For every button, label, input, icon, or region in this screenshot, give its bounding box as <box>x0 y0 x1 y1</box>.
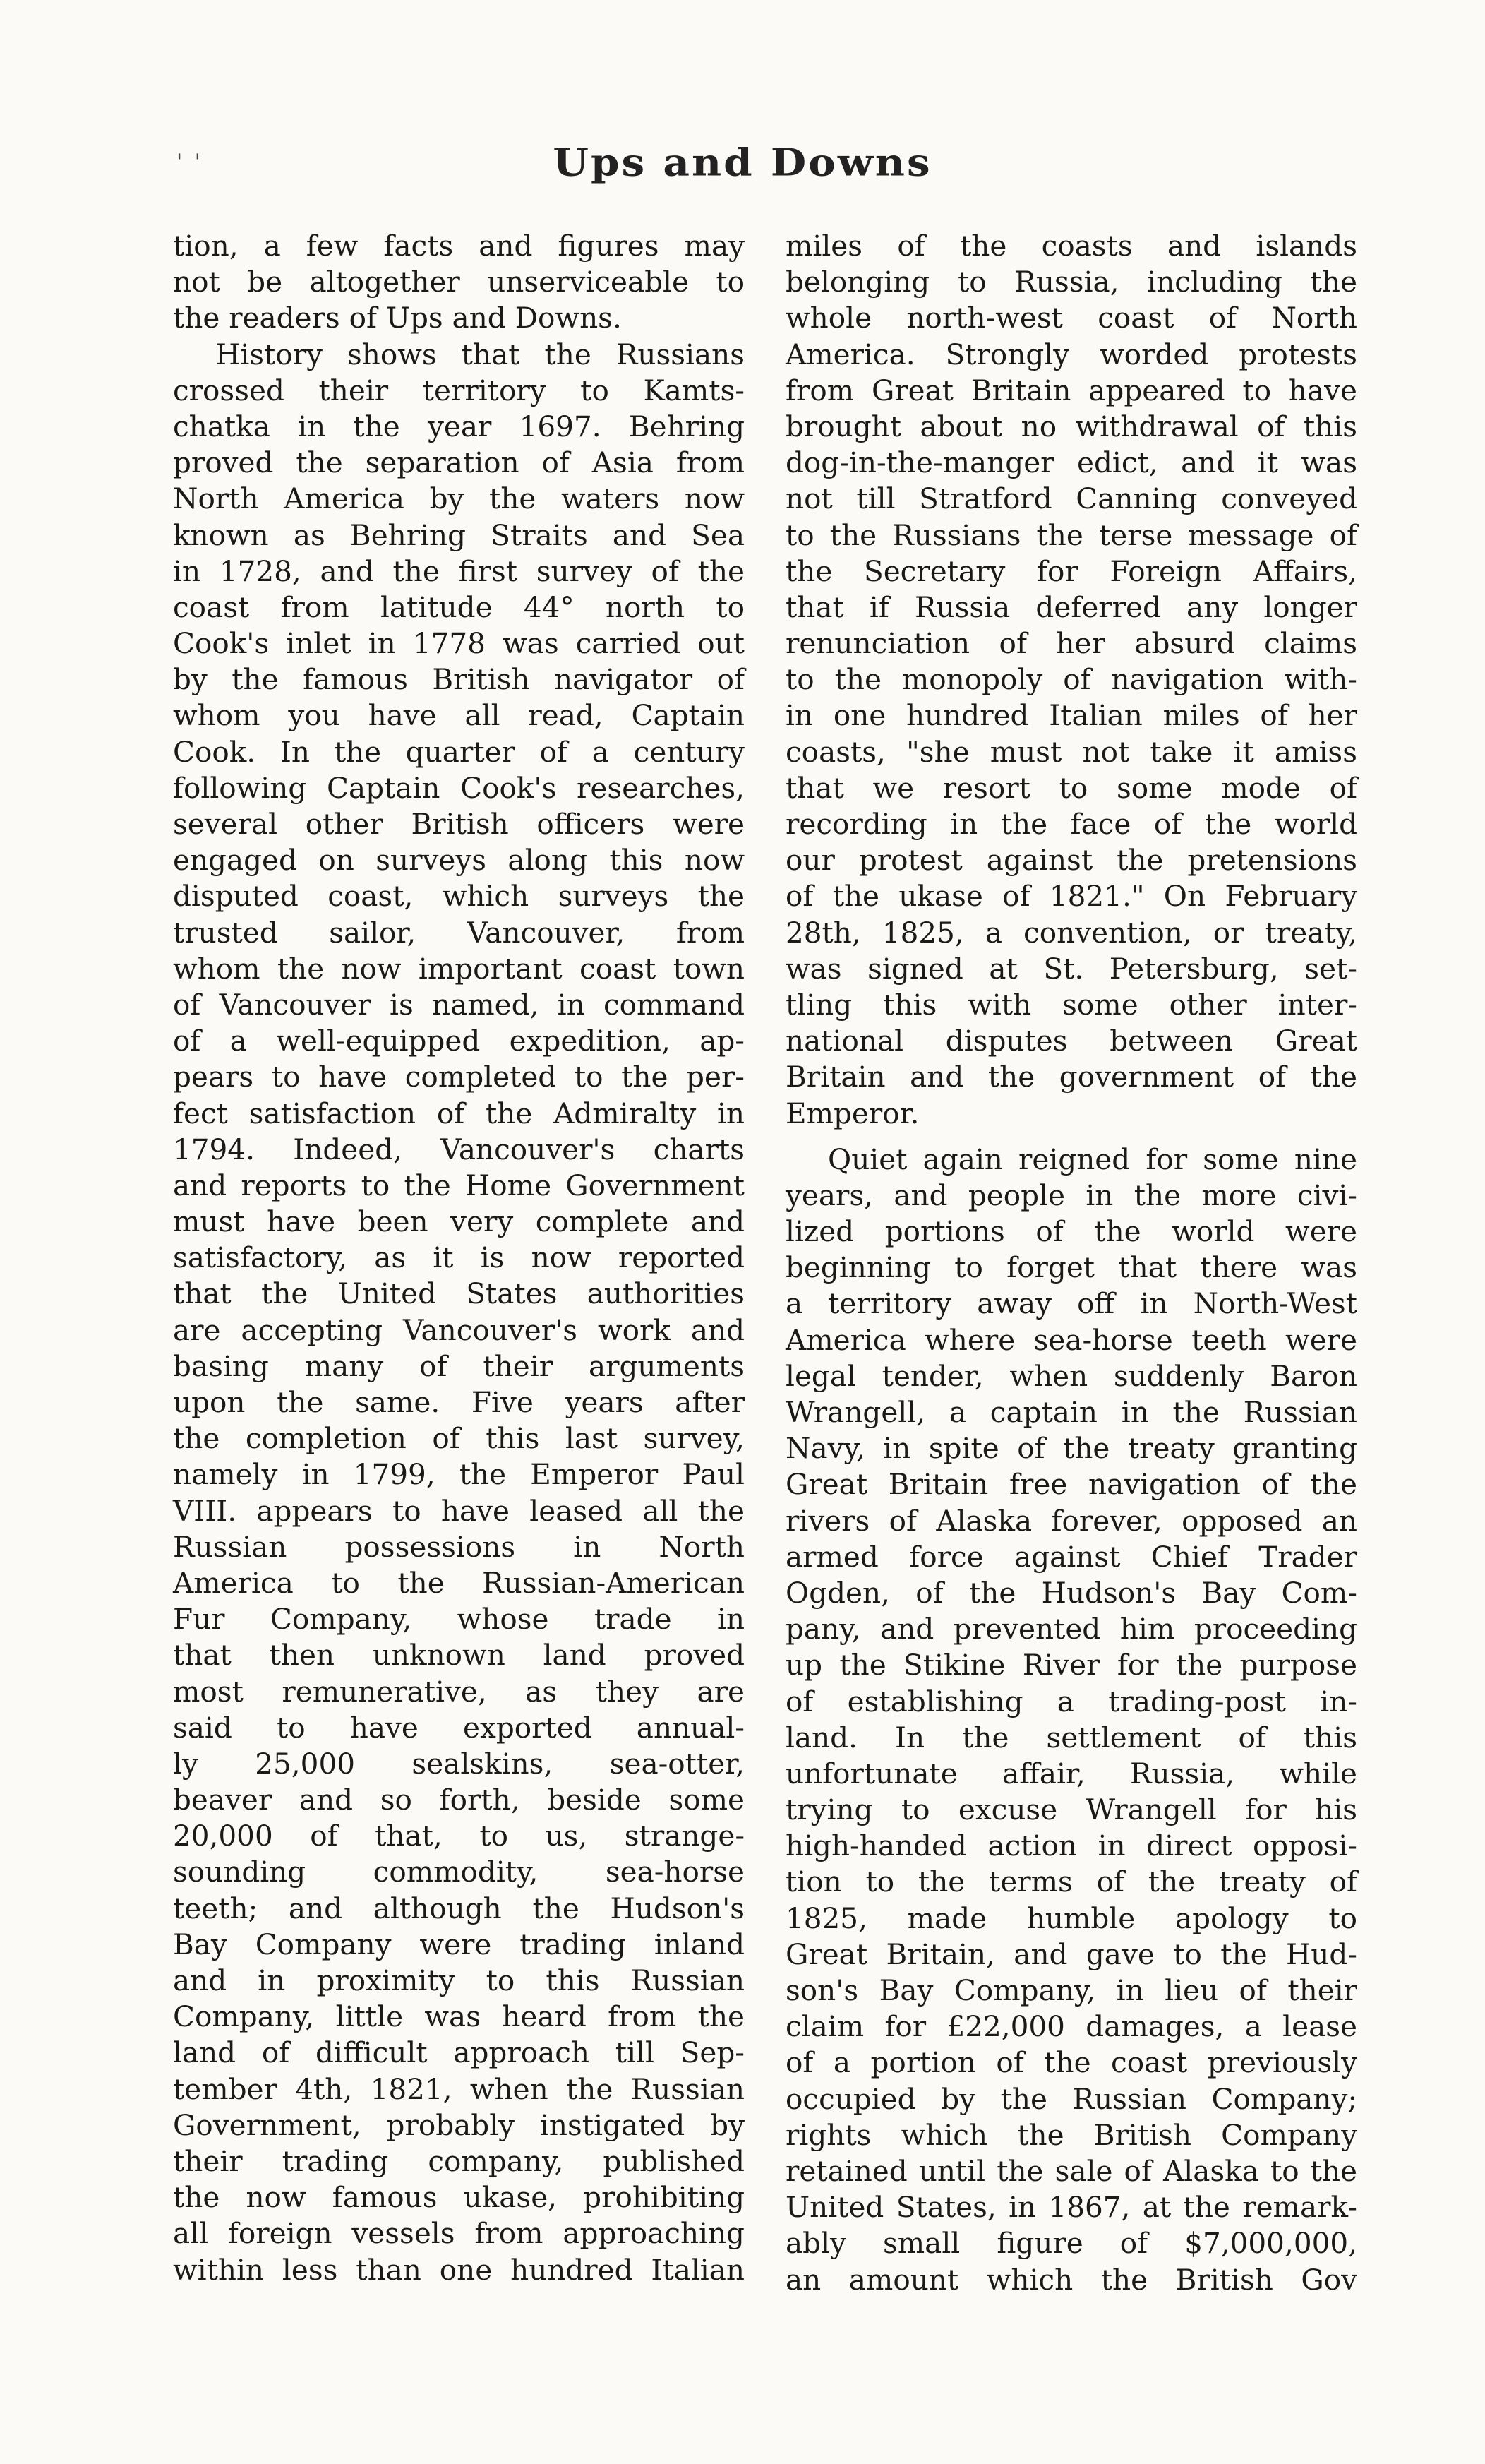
text-line: not till Stratford Canning conveyed <box>786 482 1357 516</box>
text-line: 20,000 of that, to us, strange- <box>173 1819 745 1853</box>
text-line: pany, and prevented him proceeding <box>786 1612 1357 1646</box>
text-line: son's Bay Company, in lieu of their <box>786 1973 1357 2007</box>
text-line: our protest against the pretensions <box>786 843 1357 878</box>
text-line: must have been very complete and <box>173 1204 745 1239</box>
text-line: pears to have completed to the per- <box>173 1060 745 1094</box>
text-line: are accepting Vancouver's work and <box>173 1312 745 1347</box>
text-line: Bay Company were trading inland <box>173 1927 745 1961</box>
left-text-column <box>173 228 745 2288</box>
text-line: and in proximity to this Russian <box>173 1963 745 1997</box>
text-line: coasts, "she must not take it amiss <box>786 734 1357 769</box>
text-line: land. In the settlement of this <box>786 1720 1357 1754</box>
text-line: Ogden, of the Hudson's Bay Com- <box>786 1575 1357 1610</box>
text-line: ly 25,000 sealskins, sea-otter, <box>173 1746 745 1781</box>
text-line: in one hundred Italian miles of her <box>786 698 1357 733</box>
running-head: Ups and Downs <box>553 140 932 185</box>
text-line: trying to excuse Wrangell for his <box>786 1793 1357 1827</box>
text-line: rivers of Alaska forever, opposed an <box>786 1503 1357 1538</box>
text-line: satisfactory, as it is now reported <box>173 1240 745 1275</box>
text-line: lized portions of the world were <box>786 1214 1357 1249</box>
text-line: tion, a few facts and figures may <box>173 229 745 263</box>
text-line: that the United States authorities <box>173 1276 745 1311</box>
text-line: Company, little was heard from the <box>173 1999 745 2034</box>
text-line: belonging to Russia, including the <box>786 265 1357 299</box>
text-line: the readers of Ups and Downs. <box>173 301 622 335</box>
text-line: brought about no withdrawal of this <box>786 409 1357 443</box>
text-line: Wrangell, a captain in the Russian <box>786 1395 1357 1429</box>
text-line: Quiet again reigned for some nine <box>828 1142 1357 1176</box>
text-line: Great Britain free navigation of the <box>786 1467 1357 1502</box>
text-line: dog-in-the-manger edict, and it was <box>786 445 1357 480</box>
text-line: of a portion of the coast previously <box>786 2045 1357 2080</box>
text-line: that if Russia deferred any longer <box>786 590 1357 624</box>
text-line: from Great Britain appeared to have <box>786 373 1357 407</box>
text-line: basing many of their arguments <box>173 1348 745 1383</box>
text-line: fect satisfaction of the Admiralty in <box>173 1096 745 1130</box>
text-line: Government, probably instigated by <box>173 2107 745 2142</box>
paragraph-gap <box>786 1132 1357 1142</box>
text-line: 1825, made humble apology to <box>786 1901 1357 1935</box>
text-line: the completion of this last survey, <box>173 1421 745 1456</box>
text-line: crossed their territory to Kamts- <box>173 373 745 407</box>
text-line: tling this with some other inter- <box>786 987 1357 1022</box>
text-line: 28th, 1825, a convention, or treaty, <box>786 915 1357 950</box>
text-line: of Vancouver is named, in command <box>173 987 745 1022</box>
text-line: chatka in the year 1697. Behring <box>173 409 745 443</box>
text-line: to the monopoly of navigation with- <box>786 662 1357 697</box>
text-line: ably small figure of $7,000,000, <box>786 2226 1357 2261</box>
text-line: by the famous British navigator of <box>173 662 745 697</box>
text-line: land of difficult approach till Sep- <box>173 2035 745 2070</box>
text-line: recording in the face of the world <box>786 807 1357 841</box>
text-line: retained until the sale of Alaska to the <box>786 2153 1357 2188</box>
text-line: within less than one hundred Italian <box>173 2252 745 2287</box>
text-line: the now famous ukase, prohibiting <box>173 2180 745 2215</box>
text-line: high-handed action in direct opposi- <box>786 1829 1357 1863</box>
text-line: and reports to the Home Government <box>173 1168 745 1202</box>
text-line: miles of the coasts and islands <box>786 229 1357 263</box>
text-line: to the Russians the terse message of <box>786 518 1357 552</box>
text-line: known as Behring Straits and Sea <box>173 518 745 552</box>
text-line: engaged on surveys along this now <box>173 843 745 878</box>
text-line: of a well-equipped expedition, ap- <box>173 1024 745 1058</box>
text-line: an amount which the British Gov <box>786 2262 1357 2297</box>
text-line: of the ukase of 1821." On February <box>786 879 1357 914</box>
text-line: national disputes between Great <box>786 1024 1357 1058</box>
text-line: occupied by the Russian Company; <box>786 2081 1357 2116</box>
text-line: whole north-west coast of North <box>786 301 1357 335</box>
text-line: was signed at St. Petersburg, set- <box>786 951 1357 986</box>
text-line: armed force against Chief Trader <box>786 1539 1357 1574</box>
text-line: the Secretary for Foreign Affairs, <box>786 554 1357 588</box>
text-line: unfortunate affair, Russia, while <box>786 1756 1357 1790</box>
text-line: United States, in 1867, at the remark- <box>786 2190 1357 2225</box>
text-line: said to have exported annual- <box>173 1710 745 1745</box>
text-line: coast from latitude 44° north to <box>173 590 745 624</box>
text-line: namely in 1799, the Emperor Paul <box>173 1457 745 1492</box>
text-line: Russian possessions in North <box>173 1529 745 1564</box>
text-line: several other British officers were <box>173 807 745 841</box>
text-line: America where sea-horse teeth were <box>786 1322 1357 1357</box>
text-line: America to the Russian-American <box>173 1565 745 1600</box>
text-line: all foreign vessels from approaching <box>173 2216 745 2251</box>
text-line: following Captain Cook's researches, <box>173 770 745 805</box>
text-line: of establishing a trading-post in- <box>786 1684 1357 1718</box>
text-line: Emperor. <box>786 1096 920 1130</box>
text-line: sounding commodity, sea-horse <box>173 1855 745 1889</box>
text-line: Fur Company, whose trade in <box>173 1602 745 1637</box>
text-line: beginning to forget that there was <box>786 1250 1357 1285</box>
text-line: Britain and the government of the <box>786 1060 1357 1094</box>
text-line: that then unknown land proved <box>173 1638 745 1673</box>
text-line: up the Stikine River for the purpose <box>786 1648 1357 1682</box>
text-line: their trading company, published <box>173 2143 745 2178</box>
text-line: Cook's inlet in 1778 was carried out <box>173 626 745 661</box>
right-text-column <box>786 228 1357 2298</box>
text-line: Great Britain, and gave to the Hud- <box>786 1937 1357 1971</box>
page-number: ' ' <box>176 150 204 174</box>
text-line: most remunerative, as they are <box>173 1674 745 1709</box>
text-line: years, and people in the more civi- <box>786 1178 1357 1212</box>
text-line: tember 4th, 1821, when the Russian <box>173 2071 745 2106</box>
text-line: North America by the waters now <box>173 482 745 516</box>
text-line: whom you have all read, Captain <box>173 698 745 733</box>
text-line: tion to the terms of the treaty of <box>786 1865 1357 1899</box>
text-line: disputed coast, which surveys the <box>173 879 745 914</box>
text-line: History shows that the Russians <box>215 337 745 371</box>
text-line: beaver and so forth, beside some <box>173 1783 745 1817</box>
text-line: claim for £22,000 damages, a lease <box>786 2009 1357 2044</box>
text-line: America. Strongly worded protests <box>786 337 1357 371</box>
text-line: 1794. Indeed, Vancouver's charts <box>173 1132 745 1166</box>
text-line: trusted sailor, Vancouver, from <box>173 915 745 950</box>
text-line: that we resort to some mode of <box>786 770 1357 805</box>
text-line: whom the now important coast town <box>173 951 745 986</box>
text-line: renunciation of her absurd claims <box>786 626 1357 661</box>
text-line: Cook. In the quarter of a century <box>173 734 745 769</box>
text-line: proved the separation of Asia from <box>173 445 745 480</box>
text-line: not be altogether unserviceable to <box>173 265 745 299</box>
text-line: VIII. appears to have leased all the <box>173 1493 745 1528</box>
text-line: teeth; and although the Hudson's <box>173 1891 745 1925</box>
text-line: legal tender, when suddenly Baron <box>786 1358 1357 1393</box>
text-line: a territory away off in North-West <box>786 1286 1357 1321</box>
text-line: Navy, in spite of the treaty granting <box>786 1431 1357 1466</box>
text-line: rights which the British Company <box>786 2117 1357 2152</box>
text-line: in 1728, and the first survey of the <box>173 554 745 588</box>
text-line: upon the same. Five years after <box>173 1385 745 1419</box>
